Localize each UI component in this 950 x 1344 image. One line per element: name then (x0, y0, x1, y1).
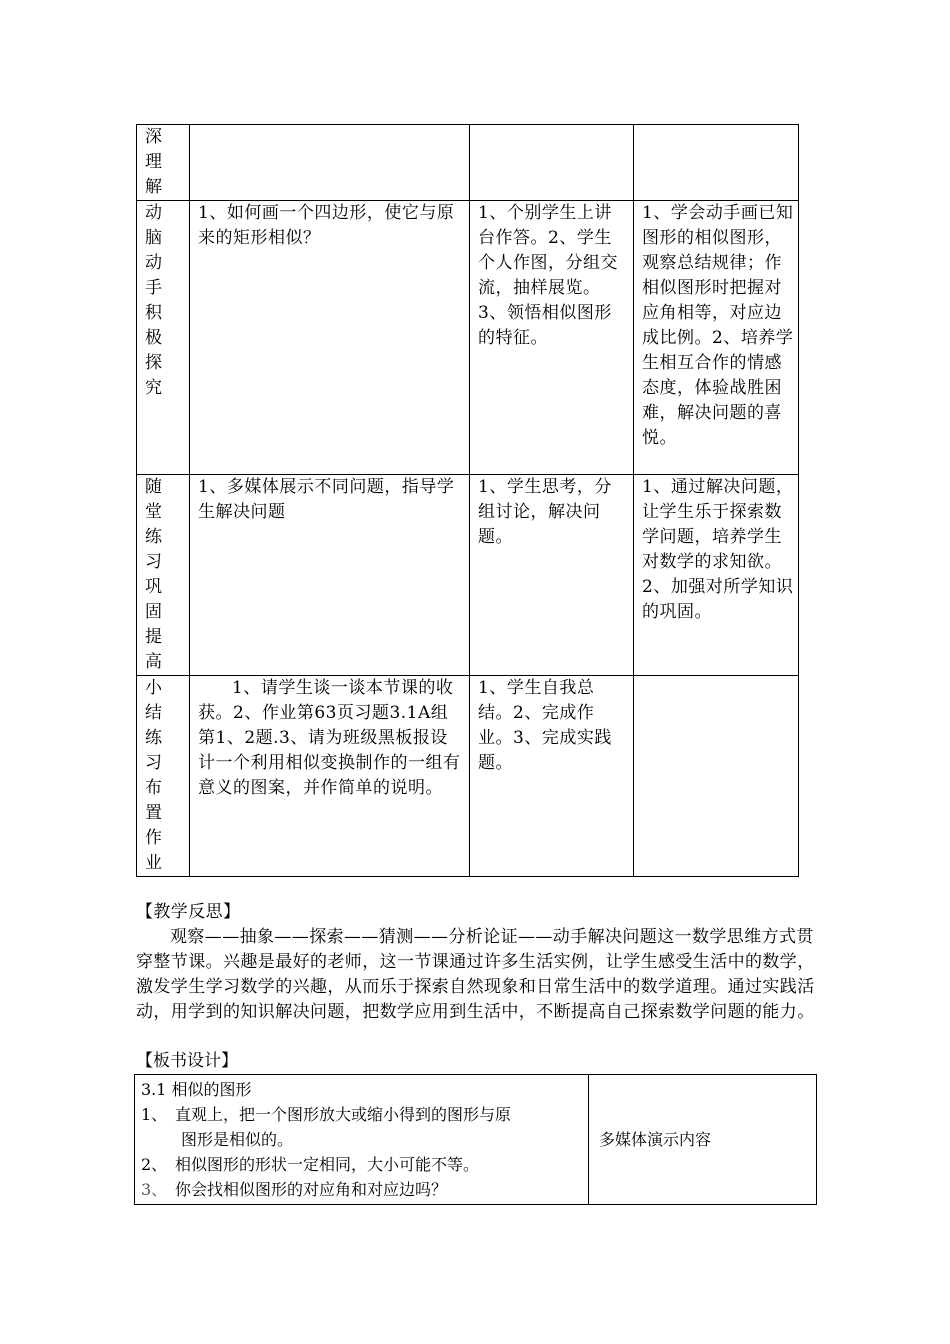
stage-cell (137, 475, 190, 676)
teacher-activity-cell (190, 201, 470, 475)
teaching-reflection (136, 900, 816, 1025)
student-activity-text: 1、学生自我总结。2、完成作业。3、完成实践题。 (478, 678, 612, 773)
lesson-process-table (136, 124, 799, 877)
student-activity-cell (470, 125, 634, 201)
table-row (135, 1075, 817, 1205)
board-multimedia-label: 多媒体演示内容 (599, 1130, 712, 1149)
stage-cell (137, 125, 190, 201)
stage-cell (137, 201, 190, 475)
teacher-activity-cell (190, 475, 470, 676)
reflection-heading: 【教学反思】 (136, 902, 241, 922)
design-intent-cell (634, 676, 799, 877)
board-title: 3.1 相似的图形 (141, 1080, 252, 1099)
stage-label: 随堂练习巩固提高 (145, 477, 163, 672)
board-design-heading: 【板书设计】 (136, 1051, 238, 1071)
student-activity-cell (470, 475, 634, 676)
teacher-activity-cell (190, 676, 470, 877)
reflection-body: 观察——抽象——探索——猜测——分析论证——动手解决问题这一数学思维方式贯穿整节课。兴趣是最好的老师，这一节课通过许多生活实例，让学生感受生活中的数学，激发学生学习数学的兴趣，从而乐于探索自然现象和日常生活中的数学道理。通过实践活动，用学到的知识解决问题，把数学应用到生活中，不断提高自己探索数学问题的能力。 (136, 927, 815, 1022)
design-intent-text: 1、通过解决问题，让学生乐于探索数学问题，培养学生对数学的求知欲。2、加强对所学知识的巩固。 (642, 477, 794, 622)
teacher-activity-text: 1、多媒体展示不同问题，指导学生解决问题 (198, 477, 455, 522)
board-content-cell (135, 1075, 589, 1205)
table-row (137, 475, 799, 676)
board-item (141, 1102, 582, 1127)
teacher-activity-cell (190, 125, 470, 201)
board-item (141, 1177, 582, 1202)
board-design-table (134, 1074, 817, 1205)
design-intent-cell (634, 201, 799, 475)
table-row (137, 125, 799, 201)
table-row (137, 201, 799, 475)
board-item-number: 3、 (141, 1180, 168, 1199)
board-multimedia-cell (589, 1075, 817, 1205)
stage-cell (137, 676, 190, 877)
board-item-number: 1、 (141, 1105, 168, 1124)
student-activity-cell (470, 201, 634, 475)
board-item-number: 2、 (141, 1155, 168, 1174)
stage-label: 深理解 (145, 127, 163, 197)
table-row (137, 676, 799, 877)
teacher-activity-text: 1、如何画一个四边形，使它与原来的矩形相似？ (198, 203, 455, 248)
design-intent-cell (634, 125, 799, 201)
design-intent-text: 1、学会动手画已知图形的相似图形，观察总结规律；作相似图形时把握对应角相等，对应边成比例。2、培养学生相互合作的情感态度，体验战胜困难，解决问题的喜悦。 (642, 203, 794, 448)
student-activity-text: 1、个别学生上讲台作答。2、学生个人作图，分组交流，抽样展览。3、领悟相似图形的特征。 (478, 203, 618, 348)
board-item-text: 你会找相似图形的对应角和对应边吗？ (175, 1180, 448, 1199)
stage-label: 小结练习布置作业 (145, 678, 163, 873)
board-item-text: 直观上，把一个图形放大或缩小得到的图形与原 (175, 1105, 512, 1124)
board-item (141, 1152, 582, 1177)
student-activity-text: 1、学生思考，分组讨论，解决问题。 (478, 477, 612, 547)
design-intent-cell (634, 475, 799, 676)
stage-label: 动脑动手积极探究 (145, 203, 163, 398)
board-item-continuation: 图形是相似的。 (181, 1130, 294, 1149)
board-item-text: 相似图形的形状一定相同，大小可能不等。 (175, 1155, 480, 1174)
teacher-activity-text: 1、请学生谈一谈本节课的收获。2、作业第63页习题3.1A组第1、2题.3、请为班级黑板报设计一个利用相似变换制作的一组有意义的图案，并作简单的说明。 (198, 678, 461, 798)
student-activity-cell (470, 676, 634, 877)
